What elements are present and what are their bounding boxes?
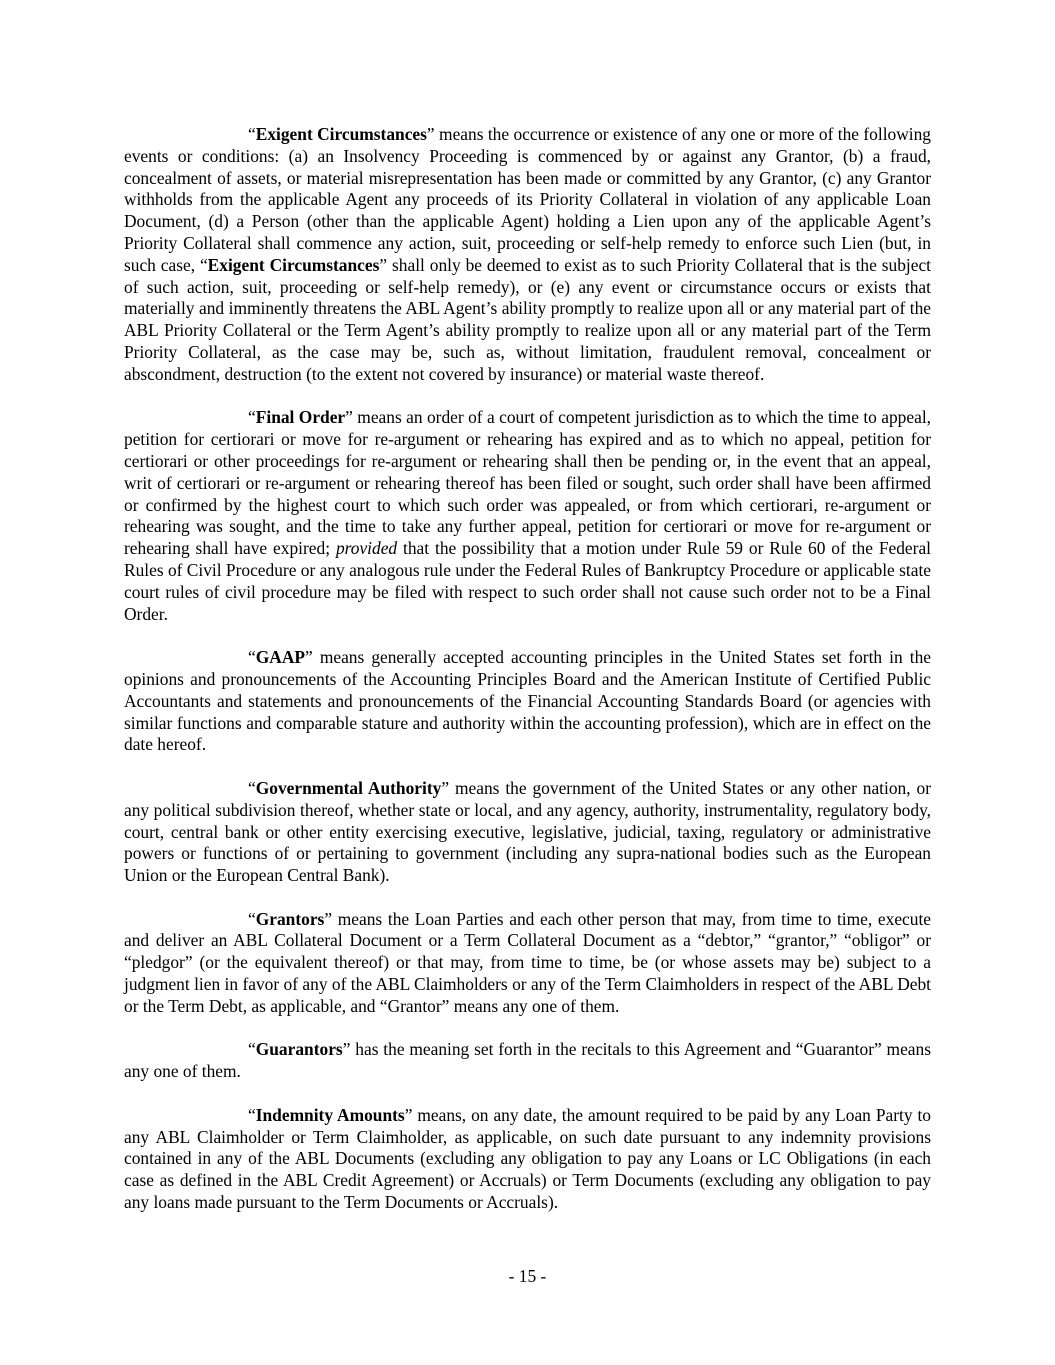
italic-proviso: provided (335, 538, 398, 559)
definition-guarantors (124, 1039, 931, 1083)
page-body (124, 124, 931, 1236)
close-quote: ” (342, 1039, 351, 1060)
open-quote: “ (248, 407, 256, 428)
close-quote: ” (345, 407, 353, 428)
definition-governmental-authority (124, 778, 931, 887)
definition-text: means the occurrence or existence of any one or more of the following events or conditions: (a) an Insolvency Proceeding is commenced by or against any Grantor, (b) a fraud, concealment of assets, or material misrepresentation has been made or committed by any Grantor, (c) any Grantor withholds from the applicable Agent any proceeds of its Priority Collateral in violation of any applicable Loan Document, (d) a Person (other than the applicable Agent) holding a Lien upon any of the applicable Agent’s Priority Collateral shall commence any action, suit, proceeding or self-help remedy to enforce such Lien (but, in such case, “ (124, 124, 931, 275)
open-quote: “ (248, 647, 256, 668)
defined-term: Guarantors (255, 1039, 343, 1060)
defined-term: Indemnity Amounts (255, 1104, 405, 1125)
definition-text: has the meaning set forth in the recitals to this Agreement and “Guarantor” means any one of them. (124, 1039, 931, 1082)
open-quote: “ (248, 777, 256, 798)
definition-grantors (124, 909, 931, 1018)
defined-term-repeat: Exigent Circumstances (207, 254, 380, 275)
close-quote: ” (324, 908, 333, 929)
defined-term: Grantors (255, 908, 325, 929)
open-quote: “ (248, 1039, 256, 1060)
definition-indemnity-amounts (124, 1105, 931, 1214)
definition-text: means the Loan Parties and each other person that may, from time to time, execute and deliver an ABL Collateral Document or a Term Collateral Document as a “debtor,” “grantor,” “obligor” or “pledgor” (or the equivalent thereof) or that may, from time to time, be (or whose assets may be) subject to a judgment lien in favor of any of the ABL Claimholders or any of the Term Claimholders in respect of the ABL Debt or the Term Debt, as applicable, and “Grantor” means any one of them. (124, 908, 931, 1016)
open-quote: “ (248, 124, 256, 144)
close-quote: ” (404, 1104, 413, 1125)
close-quote: ” (305, 647, 313, 668)
definition-text: means the government of the United States or any other nation, or any political subdivision thereof, whether state or local, and any agency, authority, instrumentality, regulatory body, court, central bank or other entity exercising executive, legislative, judicial, taxing, regulatory or administrative powers or functions of or pertaining to government (including any supra-national bodies such as the European Union or the European Central Bank). (124, 777, 931, 886)
defined-term: Exigent Circumstances (255, 124, 427, 144)
open-quote: “ (248, 1104, 256, 1125)
definition-text: means an order of a court of competent jurisdiction as to which the time to appeal, petition for certiorari or move for re-argument or rehearing has expired and as to which no appeal, petition for certiorari or other proceedings for re-argument or rehearing shall then be pending or, in the event that an appeal, writ of certiorari or re-argument or rehearing thereof has been filed or sought, such order shall have been affirmed or confirmed by the highest court to which such order was appealed, or from which certiorari, re-argument or rehearing was sought, and the time to take any further appeal, petition for certiorari or move for re-argument or rehearing shall have expired; (124, 407, 931, 559)
page-number: - 15 - (508, 1266, 547, 1286)
open-quote: “ (248, 908, 256, 929)
defined-term: GAAP (255, 647, 306, 668)
close-quote: ” (441, 777, 450, 798)
definition-exigent-circumstances (124, 124, 931, 386)
definition-text-continued: ” shall only be deemed to exist as to such Priority Collateral that is the subject of such action, suit, proceeding or self-help remedy), or (e) any event or circumstance occurs or exists that materially and imminently threatens the ABL Agent’s ability promptly to realize upon all or any material part of the ABL Priority Collateral or the Term Agent’s ability promptly to realize upon all or any material part of the Term Priority Collateral, as the case may be, such as, without limitation, fraudulent removal, concealment or abscondment, destruction (to the extent not covered by insurance) or material waste thereof. (124, 254, 931, 384)
defined-term: Governmental Authority (255, 777, 442, 798)
defined-term: Final Order (255, 407, 346, 428)
definition-text: means generally accepted accounting principles in the United States set forth in the opinions and pronouncements of the Accounting Principles Board and the American Institute of Certified Public Accountants and statements and pronouncements of the Financial Accounting Standards Board (or agencies with similar functions and comparable stature and authority within the accounting profession), which are in effect on the date hereof. (124, 647, 931, 755)
close-quote: ” (426, 124, 435, 144)
definition-text: means, on any date, the amount required to be paid by any Loan Party to any ABL Claimholder or Term Claimholder, as applicable, on such date pursuant to any indemnity provisions contained in any of the ABL Documents (excluding any obligation to pay any Loans or LC Obligations (in each case as defined in the ABL Credit Agreement) or Accruals) or Term Documents (excluding any obligation to pay any loans made pursuant to the Term Documents or Accruals). (124, 1104, 932, 1213)
definition-gaap (124, 647, 931, 756)
definition-text-continued: that the possibility that a motion under Rule 59 or Rule 60 of the Federal Rules of Civil Procedure or any analogous rule under the Federal Rules of Bankruptcy Procedure or applicable state court rules of civil procedure may be filed with respect to such order shall not cause such order not to be a Final Order. (124, 538, 931, 624)
definition-final-order (124, 407, 931, 625)
